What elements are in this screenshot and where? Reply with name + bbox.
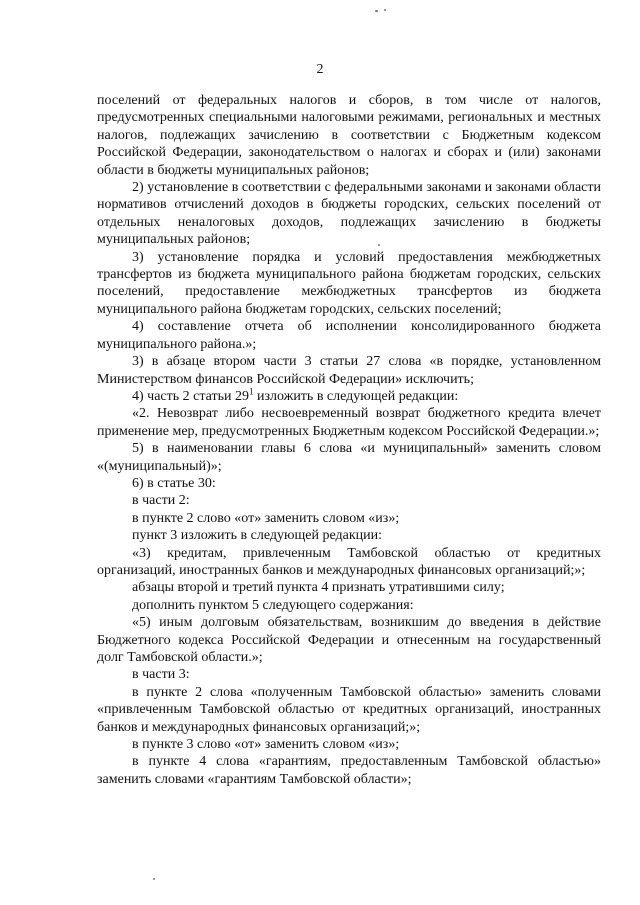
paragraph: 4) составление отчета об исполнении консолидированного бюджета муниципального района.»; bbox=[97, 319, 601, 352]
paragraph: 4) часть 2 статьи $29^1$ изложить в следующей редакции: bbox=[132, 386, 459, 404]
paragraph: в пункте 2 слово «от» заменить словом «из»; bbox=[132, 510, 400, 526]
paragraph: пункт 3 изложить в следующей редакции: bbox=[132, 528, 382, 544]
paragraph: 3) установление порядка и условий предоставления межбюджетных трансфертов из бюджета муниципального района бюджетам городских, сельских поселений, предоставление межбюджетных трансфертов из бюджета муниципального района бюджетам городских, сельских поселений; bbox=[97, 249, 601, 317]
paragraph: «5) иным долговым обязательствам, возникшим до введения в действие Бюджетного кодекса Российской Федерации и отнесенным на государственный долг Тамбовской области.»; bbox=[97, 615, 601, 665]
paragraph: поселений от федеральных налогов и сборов, в том числе от налогов, предусмотренных специальными налоговыми режимами, региональных и местных налогов, подлежащих зачислению в соответствии с Бюджетным кодексом Российской Федерации, законодательством о налогах и сборах и (или) законами области в бюджеты муниципальных районов; bbox=[97, 93, 601, 178]
superscript: 1 bbox=[248, 386, 254, 397]
paragraph: 3) в абзаце втором части 3 статьи 27 слова «в порядке, установленном Министерством финансов Российской Федерации» исключить; bbox=[97, 354, 601, 387]
paragraph: в пункте 2 слова «полученным Тамбовской областью» заменить словами «привлеченным Тамбовской областью от кредитных организаций, иностранных банков и международных финансовых организаций;»; bbox=[97, 684, 601, 735]
paragraph: «2. Невозврат либо несвоевременный возврат бюджетного кредита влечет применение мер, предусмотренных Бюджетным кодексом Российской Федерации.»; bbox=[97, 406, 601, 439]
paragraph: 2) установление в соответствии с федеральными законами и законами области нормативов отчислений доходов в бюджеты городских, сельских поселений от отдельных неналоговых доходов, подлежащих зачислению в бюджеты муниципальных районов; bbox=[97, 180, 601, 248]
paragraph: дополнить пунктом 5 следующего содержания: bbox=[132, 597, 414, 613]
scan-speck bbox=[153, 878, 155, 880]
scan-speck bbox=[375, 10, 378, 12]
page-number: 2 bbox=[316, 62, 324, 77]
document-body bbox=[97, 92, 601, 788]
paragraph: в части 2: bbox=[132, 493, 190, 509]
paragraph: 6) в статье 30: bbox=[132, 475, 216, 491]
paragraph: 5) в наименовании главы 6 слова «и муниципальный» заменить словом «(муниципальный)»; bbox=[97, 441, 601, 474]
paragraph: абзацы второй и третий пункта 4 признать утратившими силу; bbox=[132, 580, 505, 596]
paragraph: «3) кредитам, привлеченным Тамбовской областью от кредитных организаций, иностранных банков и международных финансовых организаций;»; bbox=[97, 545, 601, 578]
paragraph: в части 3: bbox=[132, 667, 190, 683]
paragraph: в пункте 3 слово «от» заменить словом «из»; bbox=[132, 737, 400, 753]
paragraph: в пункте 4 слова «гарантиям, предоставленным Тамбовской областью» заменить словами «гарантиям Тамбовской области»; bbox=[97, 754, 601, 787]
scan-speck bbox=[384, 9, 386, 11]
